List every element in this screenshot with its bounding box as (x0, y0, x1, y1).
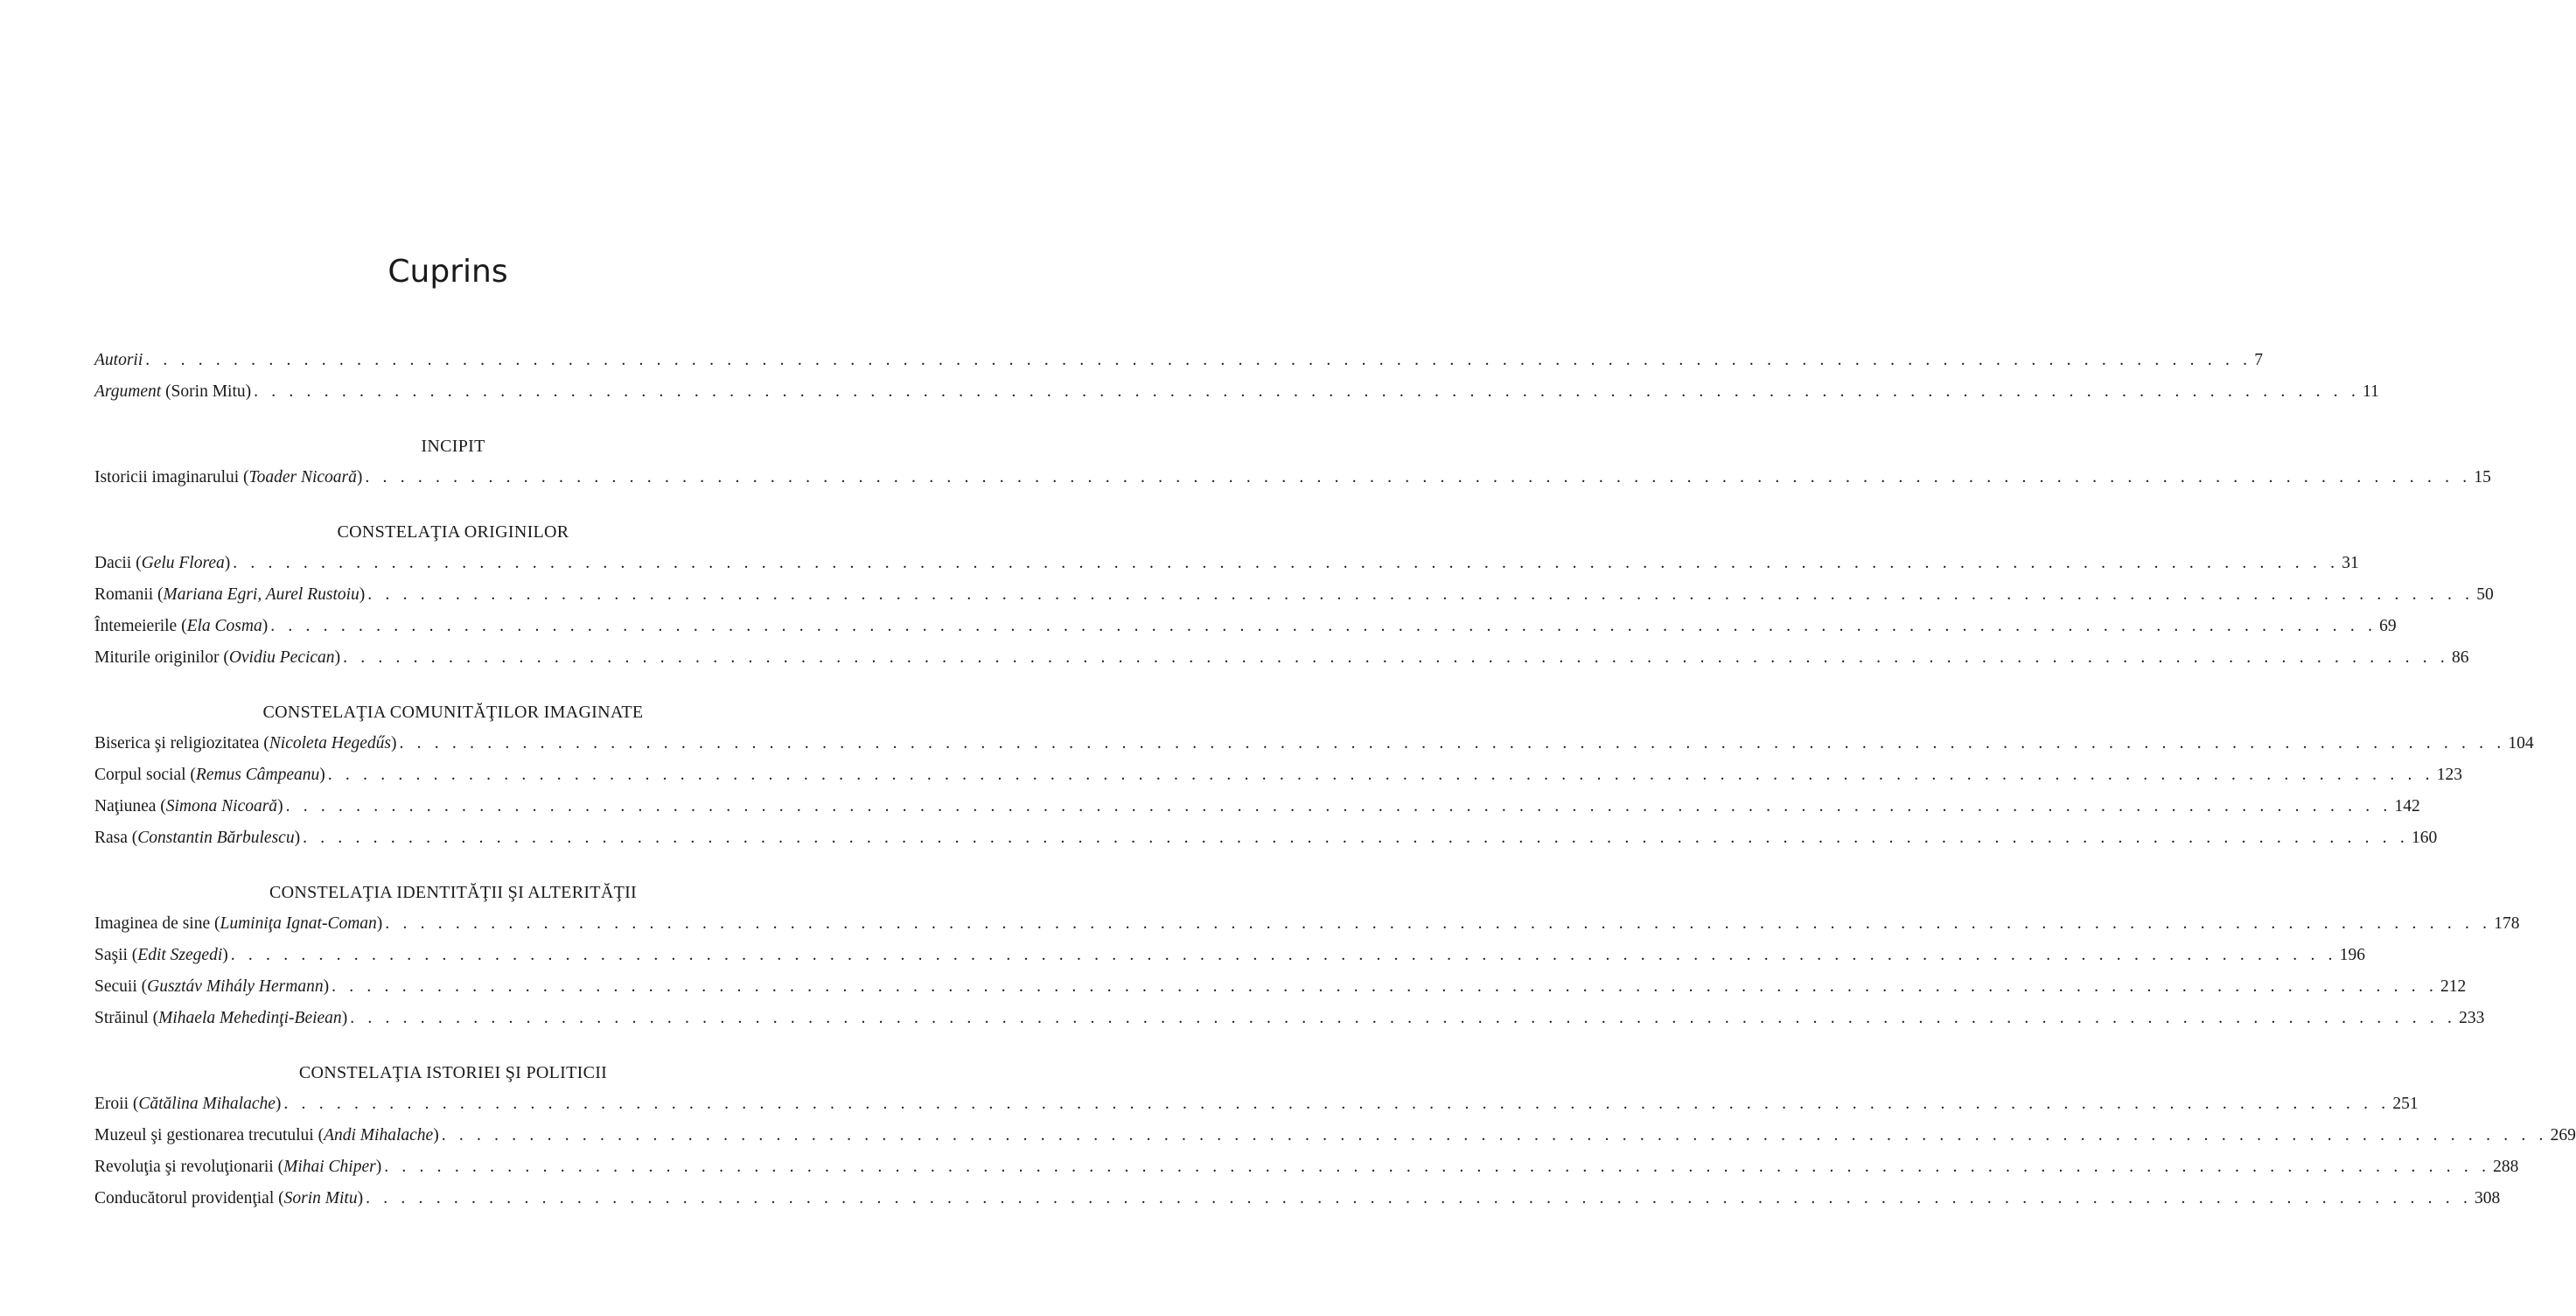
dot-leader: . . . . . . . . . . . . . . . . . . . . . . . . . . . . . . . . . . . . . . . . . . . . . . . . . . . . . . . . . . . . . . . . . . . . . . . . . . . . . . . . . . . . . . . . . . . . . . . . . . . . . . . . . . . . . . . . . . . . . . . . (343, 648, 2449, 667)
entry-title: Corpul social ( (94, 766, 196, 784)
page-number: 86 (2452, 648, 2469, 667)
entry-paren: ) (357, 1189, 364, 1208)
dot-leader: . . . . . . . . . . . . . . . . . . . . . . . . . . . . . . . . . . . . . . . . . . . . . . . . . . . . . . . . . . . . . . . . . . . . . . . . . . . . . . . . . . . . . . . . . . . . . . . . . . . . . . . . . . . . . . . . . . . . . . . . (441, 1126, 2548, 1144)
entry-italic-title: Argument (94, 382, 162, 401)
entry-paren: ) (433, 1126, 439, 1144)
page-number: 11 (2363, 382, 2379, 401)
dot-leader: . . . . . . . . . . . . . . . . . . . . . . . . . . . . . . . . . . . . . . . . . . . . . . . . . . . . . . . . . . . . . . . . . . . . . . . . . . . . . . . . . . . . . . . . . . . . . . . . . . . . . . . . . . . . . . . . . . . . . . . . (332, 977, 2439, 996)
toc-entry[interactable] (94, 548, 2359, 579)
entry-author: Gusztáv Mihály Hermann (147, 977, 324, 996)
page-number: 15 (2474, 468, 2491, 486)
entry-italic-title: Autorii (94, 351, 143, 369)
toc-entry-label (94, 1088, 281, 1120)
entry-paren: ) (222, 946, 228, 964)
entry-paren: ) (323, 977, 330, 996)
entry-title: Străinul ( (94, 1009, 159, 1027)
page-number: 212 (2440, 977, 2467, 996)
toc-entry[interactable] (94, 376, 2379, 408)
page-number: 178 (2494, 914, 2520, 933)
entry-title: Romanii ( (94, 585, 164, 604)
page-number: 308 (2475, 1189, 2501, 1208)
section-spacer (94, 408, 812, 430)
section-heading: CONSTELAŢIA COMUNITĂŢILOR IMAGINATE (262, 703, 644, 722)
entry-author: Andi Mihalache (324, 1126, 434, 1144)
toc-entry[interactable] (94, 791, 2420, 822)
toc-entry[interactable] (94, 728, 2534, 760)
toc-entry[interactable] (94, 642, 2469, 674)
toc-entry-label (94, 822, 300, 854)
section-spacer (94, 1034, 812, 1057)
entry-title: Întemeierile ( (94, 617, 187, 635)
page-number: 69 (2379, 617, 2397, 635)
page-number: 7 (2254, 351, 2263, 369)
entry-author: Constantin Bărbulescu (137, 829, 295, 847)
dot-leader: . . . . . . . . . . . . . . . . . . . . . . . . . . . . . . . . . . . . . . . . . . . . . . . . . . . . . . . . . . . . . . . . . . . . . . . . . . . . . . . . . . . . . . . . . . . . . . . . . . . . . . . . . . . . . . . . . . . . . . . . (366, 1189, 2473, 1208)
toc-entry-label (94, 760, 325, 791)
entry-title: Muzeul şi gestionarea trecutului ( (94, 1126, 325, 1144)
toc-entry-label (94, 611, 268, 642)
dot-leader: . . . . . . . . . . . . . . . . . . . . . . . . . . . . . . . . . . . . . . . . . . . . . . . . . . . . . . . . . . . . . . . . . . . . . . . . . . . . . . . . . . . . . . . . . . . . . . . . . . . . . . . . . . . . . . . . . . . . . . . . (385, 914, 2492, 933)
entry-author: (Sorin Mitu) (161, 382, 252, 401)
section-heading: CONSTELAŢIA ORIGINILOR (337, 522, 569, 542)
entry-author: Ovidiu Pecican (228, 648, 335, 667)
toc-entry-label (94, 579, 365, 611)
entry-paren: ) (359, 585, 366, 604)
section-heading: CONSTELAŢIA IDENTITĂŢII ŞI ALTERITĂŢII (269, 883, 638, 902)
page-number: 251 (2392, 1095, 2419, 1113)
section-spacer (94, 674, 812, 696)
toc-entry[interactable] (94, 760, 2462, 791)
entry-author: Nicoleta Hegedűs (269, 734, 391, 752)
entry-author: Mihaela Mehedinţi-Beiean (158, 1009, 342, 1027)
toc-entry-label (94, 971, 329, 1003)
entry-author: Mihai Chiper (283, 1158, 376, 1176)
entry-title: Miturile originilor ( (94, 648, 229, 667)
entry-paren: ) (275, 1095, 282, 1113)
entry-paren: ) (262, 617, 269, 635)
section-spacer (94, 494, 812, 516)
dot-leader: . . . . . . . . . . . . . . . . . . . . . . . . . . . . . . . . . . . . . . . . . . . . . . . . . . . . . . . . . . . . . . . . . . . . . . . . . . . . . . . . . . . . . . . . . . . . . . . . . . . . . . . . . . . . . . . . . . . . . . . . (283, 1095, 2391, 1113)
entry-author: Remus Câmpeanu (195, 766, 320, 784)
dot-leader: . . . . . . . . . . . . . . . . . . . . . . . . . . . . . . . . . . . . . . . . . . . . . . . . . . . . . . . . . . . . . . . . . . . . . . . . . . . . . . . . . . . . . . . . . . . . . . . . . . . . . . . . . . . . . . . . . . . . . . . . (384, 1158, 2491, 1176)
dot-leader: . . . . . . . . . . . . . . . . . . . . . . . . . . . . . . . . . . . . . . . . . . . . . . . . . . . . . . . . . . . . . . . . . . . . . . . . . . . . . . . . . . . . . . . . . . . . . . . . . . . . . . . . . . . . . . . . . . . . . . . . (350, 1009, 2457, 1027)
page-number: 31 (2342, 554, 2359, 572)
entry-author: Cătălina Mihalache (138, 1095, 276, 1113)
toc-entry-label (94, 376, 251, 408)
page-number: 196 (2339, 946, 2365, 964)
entry-author: Sorin Mitu (283, 1189, 358, 1208)
toc-entry[interactable] (94, 1088, 2419, 1120)
toc-entry-label (94, 462, 362, 494)
toc-entry[interactable] (94, 908, 2520, 940)
toc-entry-label (94, 1003, 347, 1034)
entry-title: Istoricii imaginarului ( (94, 468, 249, 486)
toc-entry-label (94, 791, 283, 822)
entry-paren: ) (356, 468, 363, 486)
toc-entry-label (94, 908, 382, 940)
dot-leader: . . . . . . . . . . . . . . . . . . . . . . . . . . . . . . . . . . . . . . . . . . . . . . . . . . . . . . . . . . . . . . . . . . . . . . . . . . . . . . . . . . . . . . . . . . . . . . . . . . . . . . . . . . . . . . . . . . . . . . . . (270, 617, 2377, 635)
dot-leader: . . . . . . . . . . . . . . . . . . . . . . . . . . . . . . . . . . . . . . . . . . . . . . . . . . . . . . . . . . . . . . . . . . . . . . . . . . . . . . . . . . . . . . . . . . . . . . . . . . . . . . . . . . . . . . . . . . . . . . . . (365, 468, 2472, 486)
toc-entry[interactable] (94, 940, 2365, 971)
toc-entry[interactable] (94, 579, 2494, 611)
toc-entry-label (94, 1183, 363, 1214)
page-number: 288 (2493, 1158, 2519, 1176)
page-number: 269 (2550, 1126, 2576, 1144)
entry-paren: ) (341, 1009, 348, 1027)
entry-paren: ) (294, 829, 301, 847)
dot-leader: . . . . . . . . . . . . . . . . . . . . . . . . . . . . . . . . . . . . . . . . . . . . . . . . . . . . . . . . . . . . . . . . . . . . . . . . . . . . . . . . . . . . . . . . . . . . . . . . . . . . . . . . . . . . . . . . . . . . . . . . (367, 585, 2475, 604)
entry-paren: ) (319, 766, 325, 784)
table-of-contents (94, 345, 2576, 1214)
entry-title: Biserica şi religiozitatea ( (94, 734, 269, 752)
toc-entry[interactable] (94, 822, 2438, 854)
toc-entry[interactable] (94, 971, 2467, 1003)
entry-author: Mariana Egri, Aurel Rustoiu (163, 585, 360, 604)
toc-entry-label (94, 940, 228, 971)
section-spacer (94, 854, 812, 877)
toc-entry[interactable] (94, 345, 2263, 376)
entry-paren: ) (277, 797, 283, 816)
toc-entry[interactable] (94, 1152, 2519, 1183)
page-number: 104 (2508, 734, 2534, 752)
entry-paren: ) (375, 1158, 382, 1176)
entry-title: Naţiunea ( (94, 797, 166, 816)
entry-title: Eroii ( (94, 1095, 139, 1113)
dot-leader: . . . . . . . . . . . . . . . . . . . . . . . . . . . . . . . . . . . . . . . . . . . . . . . . . . . . . . . . . . . . . . . . . . . . . . . . . . . . . . . . . . . . . . . . . . . . . . . . . . . . . . . . . . . . . . . . . . . . . . . . (327, 766, 2434, 784)
toc-entry-label (94, 728, 396, 760)
page-number: 160 (2412, 829, 2438, 847)
toc-entry[interactable] (94, 1003, 2485, 1034)
entry-author: Toader Nicoară (248, 468, 357, 486)
entry-title: Revoluţia şi revoluţionarii ( (94, 1158, 284, 1176)
section-heading: CONSTELAŢIA ISTORIEI ŞI POLITICII (298, 1063, 608, 1082)
entry-paren: ) (390, 734, 397, 752)
entry-author: Luminiţa Ignat-Coman (220, 914, 377, 933)
page-number: 142 (2394, 797, 2420, 816)
page-number: 123 (2436, 766, 2462, 784)
entry-paren: ) (376, 914, 383, 933)
dot-leader: . . . . . . . . . . . . . . . . . . . . . . . . . . . . . . . . . . . . . . . . . . . . . . . . . . . . . . . . . . . . . . . . . . . . . . . . . . . . . . . . . . . . . . . . . . . . . . . . . . . . . . . . . . . . . . . . . . . . . . . . (254, 382, 2361, 401)
entry-title: Rasa ( (94, 829, 138, 847)
toc-entry-label (94, 642, 340, 674)
dot-leader: . . . . . . . . . . . . . . . . . . . . . . . . . . . . . . . . . . . . . . . . . . . . . . . . . . . . . . . . . . . . . . . . . . . . . . . . . . . . . . . . . . . . . . . . . . . . . . . . . . . . . . . . . . . . . . . . . . . . . . . . (399, 734, 2506, 752)
dot-leader: . . . . . . . . . . . . . . . . . . . . . . . . . . . . . . . . . . . . . . . . . . . . . . . . . . . . . . . . . . . . . . . . . . . . . . . . . . . . . . . . . . . . . . . . . . . . . . . . . . . . . . . . . . . . . . . . . . . . . . . . (145, 351, 2252, 369)
page-number: 233 (2459, 1009, 2485, 1027)
toc-entry[interactable] (94, 1120, 2576, 1152)
entry-title: Saşii ( (94, 946, 138, 964)
toc-entry-label (94, 548, 230, 579)
toc-entry-label (94, 345, 143, 376)
page-title: Cuprins (387, 254, 508, 290)
toc-entry-label (94, 1120, 439, 1152)
toc-entry[interactable] (94, 462, 2491, 494)
dot-leader: . . . . . . . . . . . . . . . . . . . . . . . . . . . . . . . . . . . . . . . . . . . . . . . . . . . . . . . . . . . . . . . . . . . . . . . . . . . . . . . . . . . . . . . . . . . . . . . . . . . . . . . . . . . . . . . . . . . . . . . . (285, 797, 2392, 816)
toc-entry[interactable] (94, 1183, 2501, 1214)
entry-author: Gelu Florea (141, 554, 225, 572)
dot-leader: . . . . . . . . . . . . . . . . . . . . . . . . . . . . . . . . . . . . . . . . . . . . . . . . . . . . . . . . . . . . . . . . . . . . . . . . . . . . . . . . . . . . . . . . . . . . . . . . . . . . . . . . . . . . . . . . . . . . . . . . (233, 554, 2340, 572)
entry-paren: ) (224, 554, 231, 572)
entry-title: Conducătorul providenţial ( (94, 1189, 284, 1208)
toc-entry[interactable] (94, 611, 2397, 642)
toc-entry-label (94, 1152, 381, 1183)
entry-paren: ) (334, 648, 341, 667)
dot-leader: . . . . . . . . . . . . . . . . . . . . . . . . . . . . . . . . . . . . . . . . . . . . . . . . . . . . . . . . . . . . . . . . . . . . . . . . . . . . . . . . . . . . . . . . . . . . . . . . . . . . . . . . . . . . . . . . . . . . . . . . (230, 946, 2337, 964)
page-number: 50 (2476, 585, 2494, 604)
section-heading: INCIPIT (421, 437, 485, 456)
dot-leader: . . . . . . . . . . . . . . . . . . . . . . . . . . . . . . . . . . . . . . . . . . . . . . . . . . . . . . . . . . . . . . . . . . . . . . . . . . . . . . . . . . . . . . . . . . . . . . . . . . . . . . . . . . . . . . . . . . . . . . . . (303, 829, 2410, 847)
entry-author: Edit Szegedi (137, 946, 223, 964)
entry-title: Dacii ( (94, 554, 142, 572)
entry-author: Ela Cosma (186, 617, 262, 635)
entry-author: Simona Nicoară (165, 797, 278, 816)
entry-title: Imaginea de sine ( (94, 914, 220, 933)
entry-title: Secuii ( (94, 977, 148, 996)
